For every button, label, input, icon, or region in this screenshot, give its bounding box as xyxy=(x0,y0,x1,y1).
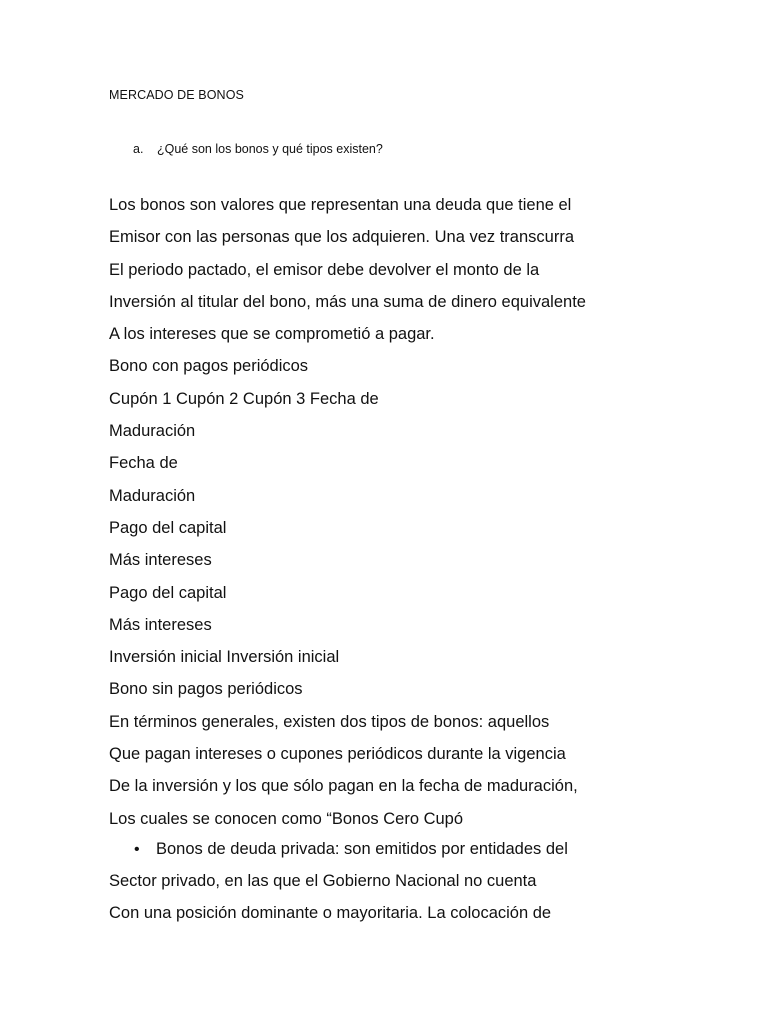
text-line: Pago del capital xyxy=(109,518,227,537)
text-line: Inversión inicial Inversión inicial xyxy=(109,648,340,667)
body-text-continued xyxy=(109,869,551,934)
text-line: Sector privado, en las que el Gobierno Nacional no cuenta xyxy=(109,872,537,890)
text-line: Cupón 1 Cupón 2 Cupón 3 Fecha de xyxy=(109,389,379,408)
text-line: Que pagan intereses o cupones periódicos durante la vigencia xyxy=(109,745,566,764)
text-line: A los intereses que se comprometió a pagar. xyxy=(109,325,435,344)
text-line: Con una posición dominante o mayoritaria. La colocación de xyxy=(109,904,552,923)
text-line: Maduración xyxy=(109,422,196,441)
text-line: Fecha de xyxy=(109,454,178,473)
bullet-text: Bonos de deuda privada: son emitidos por entidades del xyxy=(156,840,568,858)
bullet-item xyxy=(134,837,568,862)
body-text xyxy=(109,193,586,839)
text-line: Inversión al titular del bono, más una suma de dinero equivalente xyxy=(109,292,586,311)
text-line: Bono con pagos periódicos xyxy=(109,357,309,376)
text-line: En términos generales, existen dos tipos de bonos: aquellos xyxy=(109,712,550,731)
text-line: De la inversión y los que sólo pagan en la fecha de maduración, xyxy=(109,777,578,796)
question-item xyxy=(133,141,383,157)
text-line: El periodo pactado, el emisor debe devolver el monto de la xyxy=(109,260,540,279)
text-line: Emisor con las personas que los adquieren. Una vez transcurra xyxy=(109,228,574,247)
text-line: Más intereses xyxy=(109,551,212,570)
text-line: Maduración xyxy=(109,486,196,505)
text-line: Bono sin pagos periódicos xyxy=(109,680,303,699)
text-line: Los cuales se conocen como “Bonos Cero Cupó xyxy=(109,809,464,828)
document-title: MERCADO DE BONOS xyxy=(109,88,244,102)
text-line: Pago del capital xyxy=(109,583,227,602)
list-marker: a. xyxy=(133,142,144,156)
bullet-dot: • xyxy=(134,841,140,858)
text-line: Más intereses xyxy=(109,615,212,634)
question-text: ¿Qué son los bonos y qué tipos existen? xyxy=(157,142,383,156)
text-line: Los bonos son valores que representan una deuda que tiene el xyxy=(109,196,572,214)
